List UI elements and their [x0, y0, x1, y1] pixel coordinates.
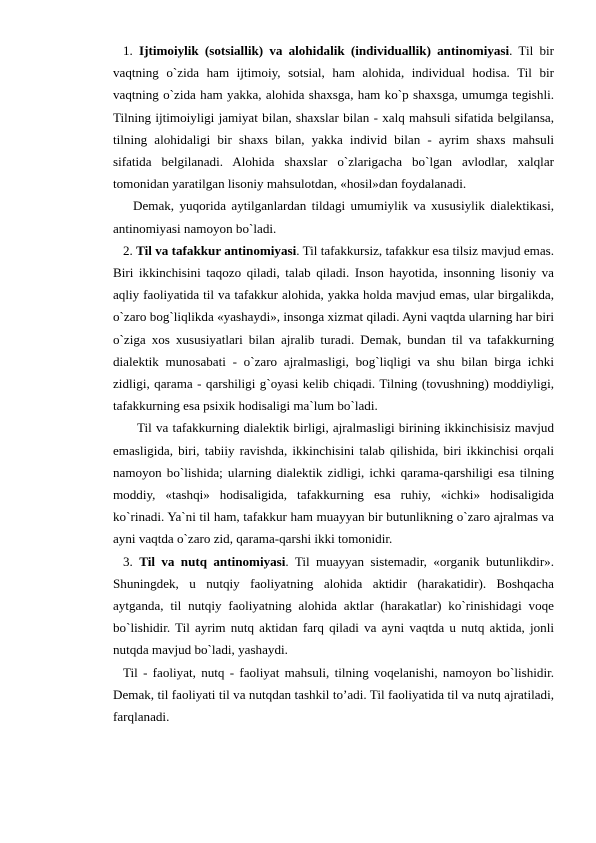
paragraph-3-number: 2. [123, 242, 133, 258]
paragraph-5 [113, 551, 554, 662]
paragraph-5-heading: Til va nutq antinomiyasi [139, 553, 286, 569]
document-page [113, 40, 554, 728]
paragraph-1-body: . Til bir vaqtning o`zida ham ijtimoiy, sotsial, ham alohida, individual hodisa. Til bir vaqtning o`zida ham yakka, alohida shaxsga, ham ko`p shaxsga, umumga tegishli. Tilning ijtimoiyligi jamiyat bilan, shaxslar bilan - xalq mahsuli sifatida belgilansa, tilning alohidaligi bir shaxs bilan, yakka individ bilan - ayrim shaxs mahsuli sifatida belgilanadi. Alohida shaxslar o`zlarigacha bo`lgan avlodlar, xalqlar tomonidan yaratilgan lisoniy mahsulotdan, «hosil»dan foydalanadi. [113, 43, 554, 192]
paragraph-6-text: Til - faoliyat, nutq - faoliyat mahsuli, tilning voqelanishi, namoyon bo`lishidir. Demak, til faoliyati til va nutqdan tashkil to’adi. Til faoliyatida til va nutq ajratiladi, farqlanadi. [113, 664, 554, 725]
paragraph-2-text: Demak, yuqorida aytilganlardan tildagi umumiylik va xususiylik dialektikasi, antinomiyasi namoyon bo`ladi. [113, 198, 554, 236]
paragraph-5-number: 3. [123, 553, 133, 569]
paragraph-2 [113, 195, 554, 239]
paragraph-4 [113, 417, 554, 550]
paragraph-3-heading: Til va tafakkur antinomiyasi [136, 242, 297, 258]
paragraph-3 [113, 240, 554, 418]
paragraph-6 [113, 662, 554, 729]
paragraph-3-body: . Til tafakkursiz, tafakkur esa tilsiz mavjud emas. Biri ikkinchisini taqozo qiladi, talab qiladi. Inson hayotida, insonning lisoniy va aqliy faoliyatida til va tafakkur alohida, yakka holda mavjud emas, ular birgalikda, o`zaro bog`liqlikda «yashaydi», insonga xizmat qiladi. Ayni vaqtda ularning har biri o`ziga xos xususiyatlari bilan ajralib turadi. Demak, bundan til va tafakkurning dialektik munosabati - o`zaro ajralmasligi, bog`liqligi va shu bilan birga ichki zidligi, qarama - qarshiligi g`oyasi kelib chiqadi. Tilning (tovushning) moddiyligi, tafakkurning esa psixik hodisaligi ma`lum bo`ladi. [113, 242, 555, 414]
paragraph-1-heading: Ijtimoiylik (sotsiallik) va alohidalik (individuallik) antinomiyasi [139, 43, 510, 58]
paragraph-1 [113, 40, 554, 195]
paragraph-4-text: Til va tafakkurning dialektik birligi, ajralmasligi birining ikkinchisisiz mavjud emasligida, biri, tabiiy ravishda, ikkinchisini talab qilishida, biri ikkinchisi orqali namoyon bo`lishida; ularning dialektik zidligi, ichki qarama-qarshiligi esa tilning moddiy, «tashqi» hodisaligida, tafakkurning esa ruhiy, «ichki» hodisaligida ko`rinadi. Ya`ni til ham, tafakkur ham muayyan bir butunlikning o`zaro ajralmas va ayni vaqtda o`zaro zid, qarama-qarshi ikki tomonidir. [113, 420, 554, 547]
paragraph-5-body: . Til muayyan sistemadir, «organik butunlikdir». Shuningdek, u nutqiy faoliyatning alohida aktidir (harakatidir). Boshqacha aytganda, til nutqiy faoliyatning alohida aktlar (harakatlar) ko`rinishidagi voqe bo`lishidir. Til ayrim nutq aktidan farq qiladi va ayni vaqtda u nutq aktida, jonli nutqda mavjud bo`ladi, yashaydi. [113, 553, 555, 658]
paragraph-1-number: 1. [123, 43, 133, 58]
